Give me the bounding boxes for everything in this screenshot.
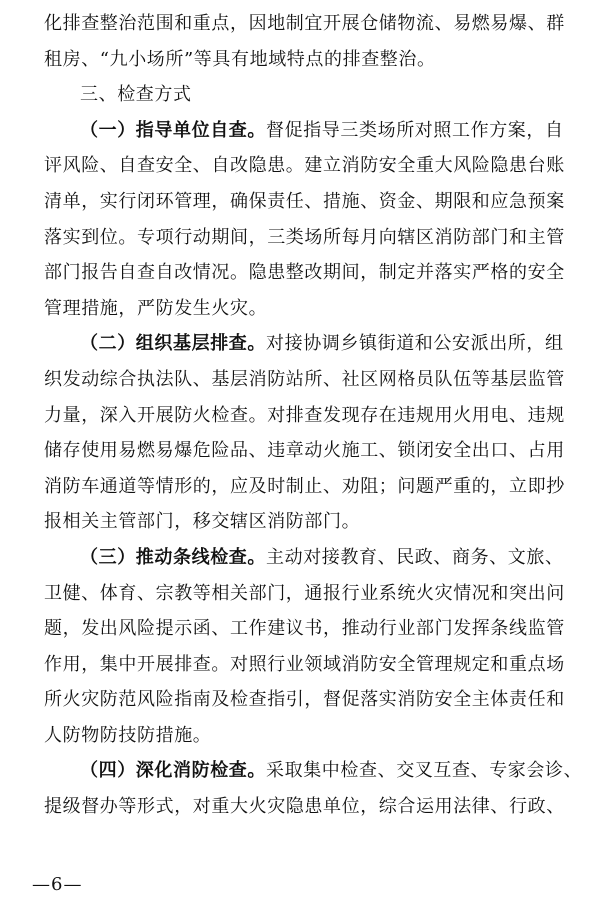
paragraph-line: 报相关主管部门，移交辖区消防部门。	[44, 511, 361, 533]
subsection-heading: （二）组织基层排查。	[80, 333, 266, 355]
paragraph-line	[44, 753, 583, 789]
subsection-heading: （四）深化消防检查。	[80, 760, 266, 782]
paragraph-text: 采取集中检查、交叉互查、专家会诊、	[266, 760, 583, 782]
paragraph-line: 力量，深入开展防火检查。对排查发现存在违规用火用电、违规	[44, 404, 565, 426]
paragraph-line	[44, 113, 572, 149]
paragraph-line: 部门报告自查自改情况。隐患整改期间，制定并落实严格的安全	[44, 262, 565, 284]
paragraph-line	[44, 540, 572, 576]
paragraph-line: 题，发出风险提示函、工作建议书，推动行业部门发挥条线监管	[44, 618, 565, 640]
paragraph-line: 落实到位。专项行动期间，三类场所每月向辖区消防部门和主管	[44, 226, 565, 248]
paragraph-line: 管理措施，严防发生火灾。	[44, 297, 268, 319]
page-number: —6—	[32, 874, 83, 895]
paragraph-text: 督促指导三类场所对照工作方案，自	[266, 119, 564, 141]
paragraph-line: 化排查整治范围和重点，因地制宜开展仓储物流、易燃易爆、群	[44, 13, 565, 34]
paragraph-line: 储存使用易燃易爆危险品、违章动火施工、锁闭安全出口、占用	[44, 440, 565, 462]
paragraph-line: 评风险、自查安全、自改隐患。建立消防安全重大风险隐患台账	[44, 155, 565, 177]
paragraph-line: 租房、“九小场所”等具有地域特点的排查整治。	[44, 48, 436, 70]
section-heading: 三、检查方式	[80, 84, 192, 106]
subsection-heading: （三）推动条线检查。	[80, 546, 266, 568]
document-body	[44, 6, 583, 825]
paragraph-line: 人防物防技防措施。	[44, 724, 212, 746]
paragraph-line: 消防车通道等情形的，应及时制止、劝阻；问题严重的，立即抄	[44, 475, 565, 497]
paragraph-line	[44, 326, 572, 362]
paragraph-line: 作用，集中开展排查。对照行业领域消防安全管理规定和重点场	[44, 653, 565, 675]
paragraph-text: 主动对接教育、民政、商务、文旅、	[266, 546, 564, 568]
subsection-heading: （一）指导单位自查。	[80, 119, 266, 141]
paragraph-line: 卫健、体育、宗教等相关部门，通报行业系统火灾情况和突出问	[44, 582, 565, 604]
paragraph-text: 对接协调乡镇街道和公安派出所，组	[266, 333, 564, 355]
paragraph-line: 提级督办等形式，对重大火灾隐患单位，综合运用法律、行政、	[44, 796, 565, 818]
paragraph-line: 清单，实行闭环管理，确保责任、措施、资金、期限和应急预案	[44, 190, 565, 212]
paragraph-line: 所火灾防范风险指南及检查指引，督促落实消防安全主体责任和	[44, 689, 565, 711]
paragraph-line: 织发动综合执法队、基层消防站所、社区网格员队伍等基层监管	[44, 368, 565, 390]
